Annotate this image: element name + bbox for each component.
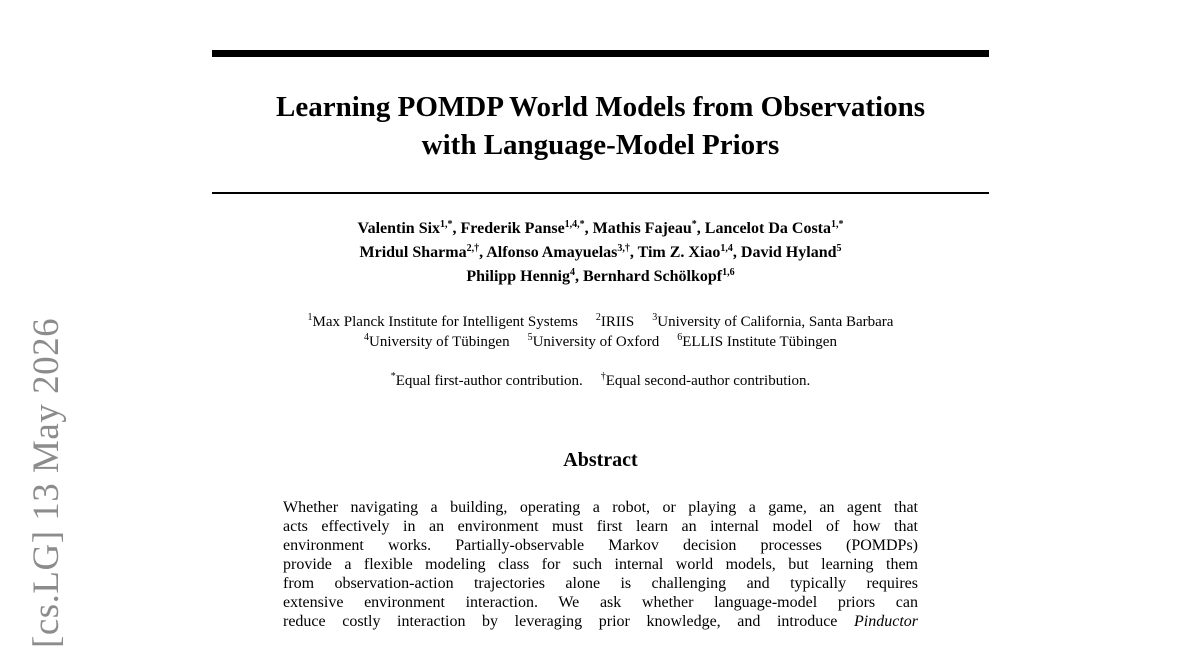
affiliation-number: 6 bbox=[677, 332, 683, 343]
title-line-1: Learning POMDP World Models from Observations bbox=[275, 91, 925, 123]
author-name: David Hyland bbox=[740, 244, 837, 261]
affiliation-name: University of Tübingen bbox=[369, 334, 510, 350]
affiliation-item bbox=[596, 314, 634, 330]
affiliation-number: 3 bbox=[652, 312, 658, 323]
abstract-heading: Abstract bbox=[563, 449, 638, 471]
note-marker: * bbox=[390, 371, 396, 382]
affiliation-item bbox=[677, 334, 837, 350]
abstract-line: Whether navigating a building, operating a robot, or playing a game, an agent that bbox=[283, 499, 918, 516]
author-line: Philipp Hennig$^4$, Bernhard Schölkopf$^{1,6}$ bbox=[466, 267, 735, 285]
author-affil-marker: 3,† bbox=[617, 243, 630, 254]
affiliation-number: 5 bbox=[527, 332, 533, 343]
author-name: Mathis Fajeau bbox=[592, 220, 692, 237]
author-affil-marker: 1,* bbox=[831, 219, 844, 230]
affiliation-name: Max Planck Institute for Intelligent Systems bbox=[312, 314, 578, 330]
affiliation-name: IRIIS bbox=[600, 314, 635, 330]
affiliation-name: University of Oxford bbox=[532, 334, 660, 350]
top-rule bbox=[212, 50, 989, 57]
author-name: Valentin Six bbox=[357, 220, 441, 237]
affiliation-item bbox=[652, 314, 893, 330]
abstract-line: environment works. Partially-observable Markov decision processes (POMDPs) bbox=[283, 537, 918, 554]
author-affil-marker: 1,6 bbox=[722, 267, 735, 278]
author-affil-marker: * bbox=[691, 219, 697, 230]
author-line: Mridul Sharma$^{2,\dagger}$, Alfonso Amayuelas$^{3,\dagger}$, Tim Z. Xiao$^{1,4}$, David Hyland$^5$ bbox=[359, 243, 842, 261]
abstract-line: reduce costly interaction by leveraging prior knowledge, and introduce Pinductor bbox=[283, 613, 918, 630]
abstract-body bbox=[283, 498, 918, 631]
arxiv-sidebar-stamp: [cs.LG] 13 May 2026 bbox=[26, 317, 67, 648]
author-affil-marker: 4 bbox=[569, 267, 575, 278]
title-line-2: with Language-Model Priors bbox=[421, 129, 780, 161]
affiliation-line bbox=[212, 312, 989, 332]
affiliation-item bbox=[364, 334, 510, 350]
paper-title bbox=[212, 88, 989, 164]
abstract-line: extensive environment interaction. We ask whether language-model priors can bbox=[283, 594, 918, 611]
title-rule bbox=[212, 192, 989, 194]
author-list bbox=[212, 217, 989, 289]
abstract-line: from observation-action trajectories alone is challenging and typically requires bbox=[283, 575, 918, 592]
author-affil-marker: 5 bbox=[836, 243, 842, 254]
author-name: Bernhard Schölkopf bbox=[582, 268, 723, 285]
contribution-notes bbox=[212, 371, 989, 391]
affiliation-item bbox=[308, 314, 578, 330]
author-name: Philipp Hennig bbox=[466, 268, 570, 285]
author-line: Valentin Six$^{1,*}$, Frederik Panse$^{1,4,*}$, Mathis Fajeau*, Lancelot Da Costa$^{1,*}$ bbox=[357, 219, 844, 237]
affiliation-name: University of California, Santa Barbara bbox=[657, 314, 894, 330]
author-name: Lancelot Da Costa bbox=[704, 220, 831, 237]
affiliation-list bbox=[212, 312, 989, 352]
author-name: Tim Z. Xiao bbox=[637, 244, 721, 261]
affiliation-item bbox=[528, 334, 660, 350]
abstract-line: acts effectively in an environment must first learn an internal model of how that bbox=[283, 518, 918, 535]
note-marker: † bbox=[600, 371, 606, 382]
affiliation-number: 1 bbox=[307, 312, 313, 323]
author-affil-marker: 2,† bbox=[466, 243, 480, 254]
contribution-note bbox=[601, 373, 811, 389]
abstract-line: provide a flexible modeling class for such internal world models, but learning them bbox=[283, 556, 918, 573]
note-text: Equal first-author contribution. bbox=[395, 373, 583, 389]
abstract-emphasis: Pinductor bbox=[854, 613, 918, 630]
affiliation-number: 4 bbox=[364, 332, 370, 343]
note-text: Equal second-author contribution. bbox=[605, 373, 811, 389]
author-name: Alfonso Amayuelas bbox=[486, 244, 618, 261]
author-affil-marker: 1,4 bbox=[720, 243, 733, 254]
author-name: Mridul Sharma bbox=[359, 244, 467, 261]
author-affil-marker: 1,4,* bbox=[564, 219, 585, 230]
author-affil-marker: 1,* bbox=[440, 219, 453, 230]
author-name: Frederik Panse bbox=[460, 220, 565, 237]
affiliation-number: 2 bbox=[595, 312, 601, 323]
affiliation-name: ELLIS Institute Tübingen bbox=[682, 334, 837, 350]
contribution-note bbox=[391, 373, 583, 389]
affiliation-line bbox=[212, 332, 989, 352]
